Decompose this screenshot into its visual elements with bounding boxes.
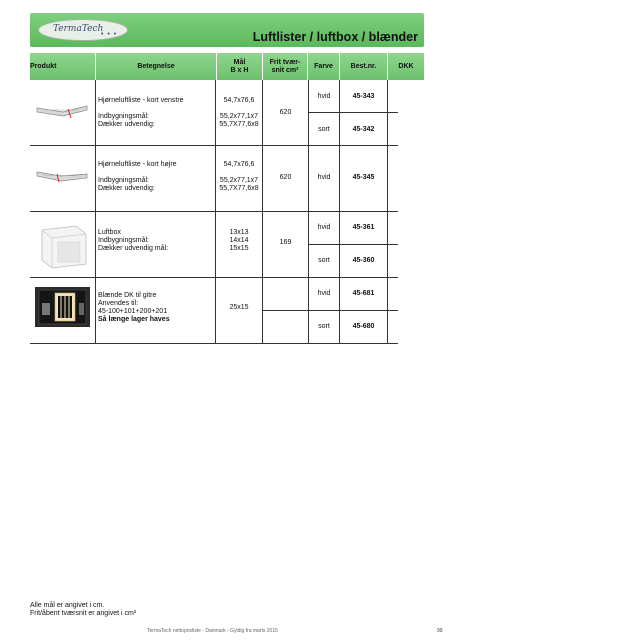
col-produkt: Produkt: [30, 53, 96, 80]
row3-desc-1: Luftbox: [98, 229, 121, 236]
col-farve: Farve: [308, 53, 340, 80]
blaende-image: [35, 287, 90, 327]
row1-dim-1: 54,7x76,6: [223, 97, 255, 104]
row3-farve-2: sort: [318, 257, 330, 264]
row1-dims: [216, 97, 262, 129]
table-row: [30, 80, 398, 146]
table-header: [30, 53, 424, 80]
row2-dim-2: [216, 169, 262, 177]
row3-nr-1: 45-361: [352, 224, 375, 231]
row1-farve-1: hvid: [317, 93, 331, 100]
table-row: [30, 146, 398, 212]
row3-nr-2: 45-360: [352, 257, 375, 264]
row4-farve-2: sort: [318, 323, 330, 330]
row3-desc-2: Indbygningsmål:: [98, 237, 149, 244]
footer-note-2: Frit/åbent tværsnit er angivet i cm²: [30, 610, 137, 617]
corner-vent-right-image: [35, 166, 90, 186]
footer-line: TermaTech nettoprisliste - Danmark - Gyldig fra marts 2015: [147, 628, 278, 634]
row3-dim-1: 13x13: [229, 229, 249, 236]
row2-nr-1: 45-345: [352, 174, 375, 181]
row2-dim-3: 55,2x77,1x7: [219, 177, 259, 184]
logo-dots: • • •: [101, 31, 118, 38]
row2-dims: [216, 161, 262, 193]
termatech-logo: [38, 19, 128, 41]
row2-farve-1: hvid: [317, 174, 331, 181]
row4-desc: [98, 292, 170, 324]
row2-desc-4: Dækker udvendig:: [98, 185, 155, 192]
row2-dim-4: 55,7X77,6x8: [219, 185, 259, 192]
corner-vent-left-image: [35, 100, 90, 120]
title-banner: [30, 13, 424, 47]
row1-desc-4: Dækker udvendig:: [98, 121, 155, 128]
row1-desc-2: [98, 105, 184, 113]
luftbox-image: [38, 220, 90, 270]
row4-desc-1: Blænde DK til gitre: [98, 292, 157, 299]
col-betegnelse: Betegnelse: [96, 53, 217, 80]
logo-text: TermaTech: [53, 24, 104, 34]
row2-desc-3: Indbygningsmål:: [98, 177, 149, 184]
table-row: [30, 278, 398, 344]
col-maal-line1: Mål: [233, 58, 246, 66]
row3-dim-3: 15x15: [229, 245, 249, 252]
row1-frit: 620: [279, 109, 292, 116]
row4-desc-2: Anvendes til:: [98, 300, 139, 307]
row2-desc: [98, 161, 177, 193]
row3-frit: 169: [279, 239, 292, 246]
page-number: 99: [437, 628, 443, 634]
table-row: [30, 212, 398, 278]
col-frit-line2: snit cm²: [271, 66, 299, 74]
col-maal-line2: B x H: [230, 66, 249, 74]
row1-dim-4: 55,7X77,6x8: [219, 121, 259, 128]
row4-nr-1: 45-681: [352, 290, 375, 297]
row2-frit: 620: [279, 174, 292, 181]
row2-dim-1: 54,7x76,6: [223, 161, 255, 168]
row2-desc-1: Hjørneluftliste - kort højre: [98, 161, 177, 168]
row1-nr-2: 45-342: [352, 126, 375, 133]
row1-farve-2: sort: [318, 126, 330, 133]
row3-dims: [216, 229, 262, 253]
row1-nr-1: 45-343: [352, 93, 375, 100]
col-maal: [217, 53, 263, 80]
row1-desc: [98, 97, 184, 129]
row4-dim-1: 25x15: [229, 304, 249, 311]
col-frit-line1: Frit tvær-: [269, 58, 301, 66]
row1-desc-1: Hjørneluftliste - kort venstre: [98, 97, 184, 104]
row3-dim-2: 14x14: [229, 237, 249, 244]
row1-desc-3: Indbygningsmål:: [98, 113, 149, 120]
footer-note-1: Alle mål er angivet i cm.: [30, 602, 105, 609]
footer-notes: [30, 602, 136, 618]
row3-farve-1: hvid: [317, 224, 331, 231]
row3-desc-3: Dækker udvendig mål:: [98, 245, 169, 252]
col-frit: [263, 53, 308, 80]
col-dkk: DKK: [398, 62, 414, 70]
page-title: Luftlister / luftbox / blænder: [252, 30, 418, 44]
row4-desc-4: Så længe lager haves: [98, 316, 170, 323]
row1-dim-3: 55,2x77,1x7: [219, 113, 259, 120]
row2-desc-2: [98, 169, 177, 177]
col-bestnr: Best.nr.: [340, 53, 388, 80]
row4-nr-2: 45-680: [352, 323, 375, 330]
row4-desc-3: 45-100+101+200+201: [98, 308, 168, 315]
row1-dim-2: [216, 105, 262, 113]
row4-farve-1: hvid: [317, 290, 331, 297]
row3-desc: [98, 229, 168, 253]
